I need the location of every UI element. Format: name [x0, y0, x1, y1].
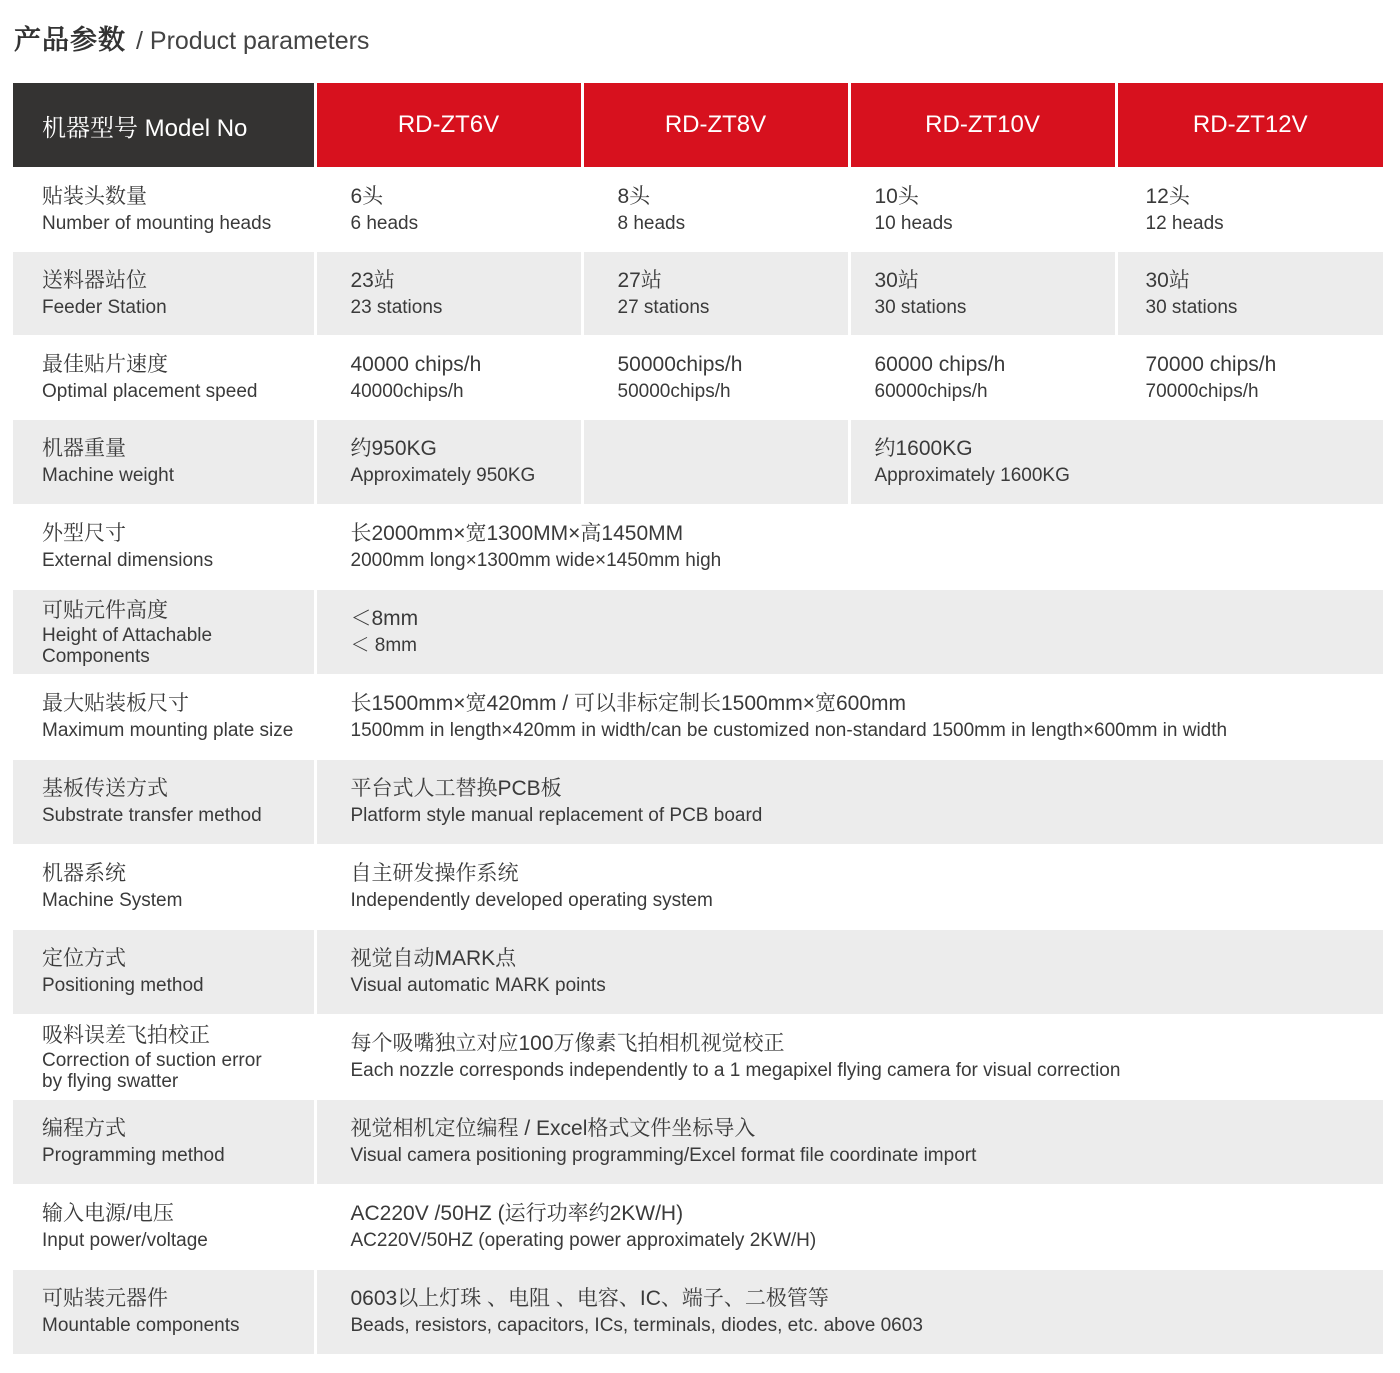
- cell-value: AC220V /50HZ (运行功率约2KW/H) AC220V/50HZ (operating power approximately 2KW/H): [315, 1185, 1383, 1270]
- row-label: 最佳贴片速度 Optimal placement speed: [13, 336, 315, 420]
- cell-value: 约950KG Approximately 950KG: [315, 420, 582, 505]
- row-label: 吸料误差飞拍校正 Correction of suction error by flying swatter: [13, 1015, 315, 1100]
- cell-empty: [582, 420, 849, 505]
- row-positioning-method: [13, 930, 1383, 1015]
- page-subtitle: / Product parameters: [136, 27, 370, 55]
- row-external-dimensions: [13, 505, 1383, 590]
- cell-value: 27站 27 stations: [582, 252, 849, 336]
- cell-value: 23站 23 stations: [315, 252, 582, 336]
- row-transfer-method: [13, 760, 1383, 845]
- row-mounting-heads: [13, 168, 1383, 252]
- product-parameters-table: [13, 83, 1383, 1354]
- header-model-rd-zt8v: RD-ZT8V: [582, 83, 849, 168]
- header-model-rd-zt10v: RD-ZT10V: [849, 83, 1116, 168]
- cell-value: 长2000mm×宽1300MM×高1450MM 2000mm long×1300mm wide×1450mm high: [315, 505, 1383, 590]
- header-model-rd-zt6v: RD-ZT6V: [315, 83, 582, 168]
- cell-value: 约1600KG Approximately 1600KG: [849, 420, 1383, 505]
- row-feeder-station: [13, 252, 1383, 336]
- cell-value: 70000 chips/h 70000chips/h: [1116, 336, 1383, 420]
- header-model-rd-zt12v: RD-ZT12V: [1116, 83, 1383, 168]
- cell-value: 长1500mm×宽420mm / 可以非标定制长1500mm×宽600mm 1500mm in length×420mm in width/can be customized non-standard 1500mm in length×600mm in width: [315, 675, 1383, 760]
- cell-value: 视觉自动MARK点 Visual automatic MARK points: [315, 930, 1383, 1015]
- row-label: 最大贴装板尺寸 Maximum mounting plate size: [13, 675, 315, 760]
- cell-value: 10头 10 heads: [849, 168, 1116, 252]
- cell-value: 30站 30 stations: [849, 252, 1116, 336]
- cell-value: 每个吸嘴独立对应100万像素飞拍相机视觉校正 Each nozzle corresponds independently to a 1 megapixel flying camera for visual correction: [315, 1015, 1383, 1100]
- page-title: 产品参数: [14, 25, 126, 55]
- row-label: 可贴元件高度 Height of Attachable Components: [13, 590, 315, 675]
- cell-value: 8头 8 heads: [582, 168, 849, 252]
- cell-value: 视觉相机定位编程 / Excel格式文件坐标导入 Visual camera positioning programming/Excel format file coordinate import: [315, 1100, 1383, 1185]
- cell-value: 0603以上灯珠 、电阻 、电容、IC、端子、二极管等 Beads, resistors, capacitors, ICs, terminals, diodes, etc. above 0603: [315, 1270, 1383, 1355]
- row-label: 送料器站位 Feeder Station: [13, 252, 315, 336]
- cell-value: ＜8mm ＜ 8mm: [315, 590, 1383, 675]
- cell-value: 平台式人工替换PCB板 Platform style manual replacement of PCB board: [315, 760, 1383, 845]
- row-label: 定位方式 Positioning method: [13, 930, 315, 1015]
- row-component-height: [13, 590, 1383, 675]
- row-label: 基板传送方式 Substrate transfer method: [13, 760, 315, 845]
- row-programming-method: [13, 1100, 1383, 1185]
- table-header-row: [13, 83, 1383, 168]
- row-label: 编程方式 Programming method: [13, 1100, 315, 1185]
- row-input-power: [13, 1185, 1383, 1270]
- cell-value: 12头 12 heads: [1116, 168, 1383, 252]
- row-machine-weight: [13, 420, 1383, 505]
- row-machine-system: [13, 845, 1383, 930]
- cell-value: 自主研发操作系统 Independently developed operating system: [315, 845, 1383, 930]
- cell-value: 50000chips/h 50000chips/h: [582, 336, 849, 420]
- row-label: 外型尺寸 External dimensions: [13, 505, 315, 590]
- row-placement-speed: [13, 336, 1383, 420]
- header-model-label: 机器型号 Model No: [13, 83, 315, 168]
- cell-value: 30站 30 stations: [1116, 252, 1383, 336]
- cell-value: 60000 chips/h 60000chips/h: [849, 336, 1116, 420]
- row-label: 可贴装元器件 Mountable components: [13, 1270, 315, 1355]
- cell-value: 40000 chips/h 40000chips/h: [315, 336, 582, 420]
- page-heading: [14, 18, 369, 54]
- row-label: 机器重量 Machine weight: [13, 420, 315, 505]
- row-label: 机器系统 Machine System: [13, 845, 315, 930]
- row-label: 贴装头数量 Number of mounting heads: [13, 168, 315, 252]
- row-suction-correction: [13, 1015, 1383, 1100]
- cell-value: 6头 6 heads: [315, 168, 582, 252]
- row-mountable-components: [13, 1270, 1383, 1355]
- row-plate-size: [13, 675, 1383, 760]
- row-label: 输入电源/电压 Input power/voltage: [13, 1185, 315, 1270]
